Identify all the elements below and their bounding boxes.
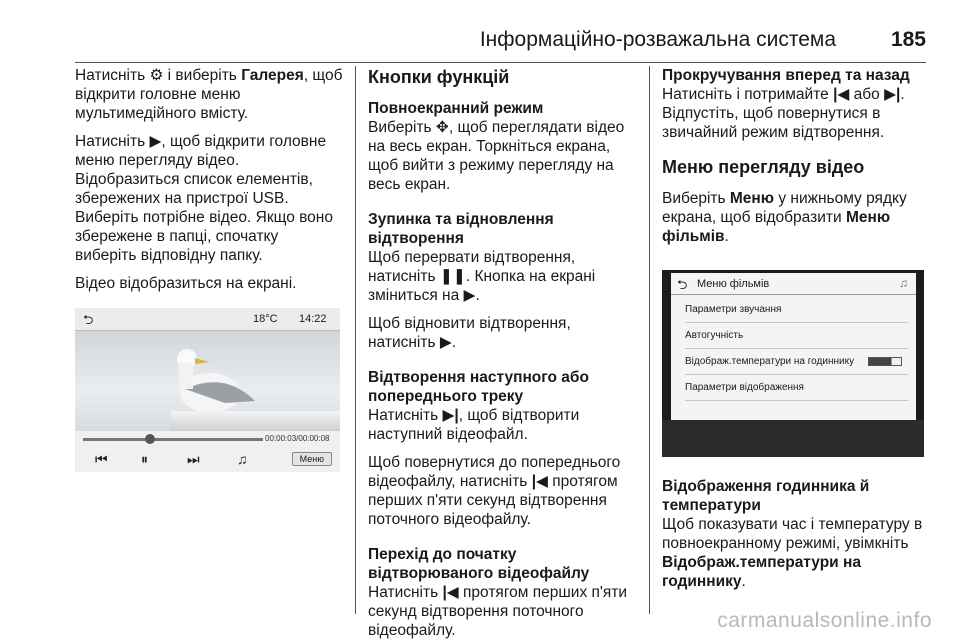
pause-icon[interactable]: ⏸ bbox=[141, 451, 148, 467]
control-buttons bbox=[75, 448, 340, 472]
playback-controls bbox=[75, 431, 340, 472]
next-icon: ▶| bbox=[884, 86, 901, 103]
previous-icon: |◀ bbox=[442, 584, 459, 601]
movie-menu-screenshot bbox=[662, 270, 924, 457]
fullscreen-icon: ✥ bbox=[435, 119, 449, 136]
previous-icon: |◀ bbox=[531, 473, 548, 490]
subheading: Прокручування вперед та назад bbox=[662, 67, 910, 84]
progress-knob[interactable] bbox=[145, 434, 155, 444]
page-header bbox=[75, 22, 926, 56]
back-icon[interactable]: ⮌ bbox=[83, 312, 94, 327]
play-icon: ▶ bbox=[463, 287, 476, 304]
equalizer-icon[interactable]: ♫ bbox=[237, 451, 248, 467]
toggle-switch[interactable] bbox=[868, 357, 902, 366]
subheading: Перехід до початку відтворюваного відеофайлу bbox=[368, 546, 590, 582]
menu-item-display-settings[interactable]: Параметри відображення bbox=[685, 375, 908, 401]
menu-panel bbox=[671, 273, 916, 420]
temperature-display: 18°C bbox=[253, 313, 278, 325]
paragraph: Натисніть |◀ протягом перших п'яти секунд відтворення поточного відеофайлу. bbox=[368, 584, 628, 639]
ledge bbox=[171, 411, 340, 431]
subheading: Відтворення наступного або попереднього треку bbox=[368, 369, 589, 405]
paragraph: Виберіть Меню у нижньому рядку екрана, щоб відобразити Меню фільмів. bbox=[662, 190, 907, 245]
paragraph: Щоб повернутися до попереднього відеофайлу, натисніть |◀ протягом перших п'яти секунд відтворення поточного відеофайлу. bbox=[368, 454, 621, 528]
column-divider-1 bbox=[355, 66, 356, 614]
column-2 bbox=[368, 66, 636, 642]
progress-bar[interactable] bbox=[83, 438, 263, 441]
paragraph: Натисніть ⚙ і виберіть Галерея, щоб відкрити головне меню мультимедійного вмісту. bbox=[75, 67, 343, 122]
paragraph: Щоб відновити відтворення, натисніть ▶. bbox=[368, 315, 571, 351]
clock-display: 14:22 bbox=[299, 313, 327, 325]
previous-icon: |◀ bbox=[833, 86, 850, 103]
section-heading: Меню перегляду відео bbox=[662, 157, 865, 177]
paragraph: Щоб перервати відтворення, натисніть ❚❚. Кнопка на екрані зміниться на ▶. bbox=[368, 249, 596, 304]
menu-top-bar bbox=[671, 273, 916, 295]
menu-item-clock-temp[interactable]: Відображ.температури на годиннику bbox=[685, 349, 908, 375]
back-icon[interactable]: ⮌ bbox=[677, 277, 688, 292]
settings-icon: ⚙ bbox=[149, 67, 164, 84]
column-1 bbox=[75, 66, 343, 302]
watermark: carmanualsonline.info bbox=[717, 609, 932, 632]
paragraph: Натисніть ▶|, щоб відтворити наступний відеофайл. bbox=[368, 407, 580, 443]
subheading: Зупинка та відновлення відтворення bbox=[368, 211, 554, 247]
subheading: Відображення годинника й температури bbox=[662, 478, 870, 514]
music-note-icon: ♫ bbox=[899, 276, 908, 290]
timestamp: 00:00:03/00:00:08 bbox=[265, 434, 330, 443]
video-playback-screenshot bbox=[75, 308, 340, 472]
pause-icon: ❚❚ bbox=[439, 268, 466, 285]
column-divider-2 bbox=[649, 66, 650, 614]
previous-icon[interactable]: ⏮ bbox=[95, 451, 108, 467]
paragraph: Відео відобразиться на екрані. bbox=[75, 275, 297, 292]
paragraph: Щоб показувати час і температуру в повноекранному режимі, увімкніть Відображ.температури на годиннику. bbox=[662, 516, 923, 590]
column-3 bbox=[662, 66, 930, 255]
play-icon: ▶ bbox=[439, 334, 452, 351]
header-title: Інформаційно-розважальна система bbox=[479, 28, 836, 51]
subheading: Повноекранний режим bbox=[368, 100, 544, 117]
next-icon: ▶| bbox=[442, 407, 459, 424]
paragraph: Натисніть і потримайте |◀ або ▶|. Відпустіть, щоб повернутися в звичайний режим відтворення. bbox=[662, 86, 905, 141]
paragraph: Виберіть ✥, щоб переглядати відео на весь екран. Торкніться екрана, щоб вийти з режиму перегляду на весь екран. bbox=[368, 119, 625, 193]
menu-button[interactable]: Меню bbox=[292, 452, 332, 466]
paragraph: Натисніть ▶, щоб відкрити головне меню перегляду відео. Відобразиться список елементів, збережених на пристрої USB. Виберіть потрібне відео. Якщо воно збережене в папці, спочатку виберіть відповідну папку. bbox=[75, 133, 333, 264]
video-top-bar bbox=[75, 308, 340, 331]
page-number: 185 bbox=[890, 28, 926, 51]
next-icon[interactable]: ⏭ bbox=[187, 451, 200, 467]
section-heading: Кнопки функцій bbox=[368, 67, 510, 87]
menu-bottom-bar bbox=[662, 420, 924, 457]
menu-item-sound-settings[interactable]: Параметри звучання bbox=[685, 297, 908, 323]
header-rule bbox=[75, 62, 926, 63]
video-icon: ▶ bbox=[149, 133, 162, 150]
menu-title: Меню фільмів bbox=[697, 278, 770, 290]
column-3-lower bbox=[662, 477, 930, 600]
menu-item-auto-volume[interactable]: Автогучність bbox=[685, 323, 908, 349]
